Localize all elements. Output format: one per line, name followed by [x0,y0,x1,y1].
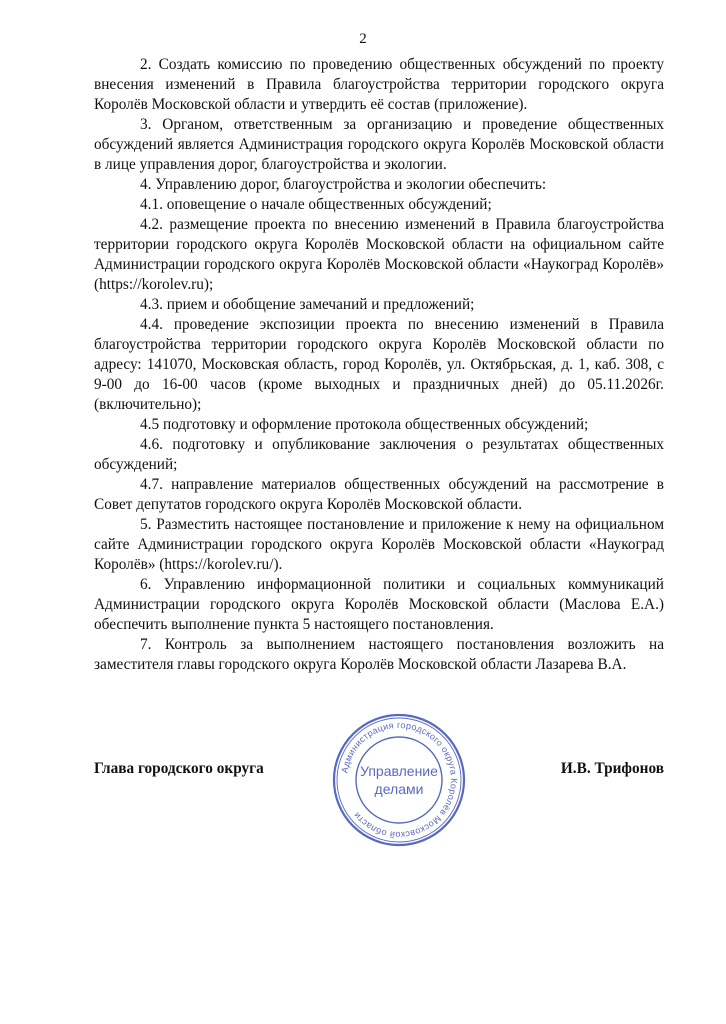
signatory-name: И.В. Трифонов [560,760,664,777]
official-stamp [331,712,467,848]
paragraph-7: 7. Контроль за выполнением настоящего постановления возложить на заместителя главы городского округа Королёв Московской области Лазарева В.А. [94,636,664,673]
paragraph-3: 3. Органом, ответственным за организацию и проведение общественных обсуждений является Администрация городского округа Королёв Московской области в лице управления дорог, благоустройства и экологии. [94,116,664,173]
paragraph-5: 5. Разместить настоящее постановление и приложение к нему на официальном сайте Администрации городского округа Королёв Московской области «Наукоград Королёв» (https://korolev.ru/). [94,516,664,573]
paragraph-4-6: 4.6. подготовку и опубликование заключения о результатах общественных обсуждений; [94,436,664,473]
paragraph-4-4: 4.4. проведение экспозиции проекта по внесению изменений в Правила благоустройства территории городского округа Королёв Московской области по адресу: 141070, Московская область, город Королёв, ул. Октябрьская, д. 1, каб. 308, с 9-00 до 16-00 часов (кроме выходных и праздничных дней) до 05.11.2026г. (включительно); [94,316,664,413]
paragraph-4-1: 4.1. оповещение о начале общественных обсуждений; [140,196,492,213]
svg-text:Управление: Управление [360,763,438,779]
paragraph-4-7: 4.7. направление материалов общественных обсуждений на рассмотрение в Совет депутатов городского округа Королёв Московской области. [94,476,664,513]
paragraph-2: 2. Создать комиссию по проведению общественных обсуждений по проекту внесения изменений в Правила благоустройства территории городского округа Королёв Московской области и утвердить её состав (приложение). [94,56,664,113]
paragraph-4-3: 4.3. прием и обобщение замечаний и предложений; [140,296,475,313]
document-body [94,55,664,675]
svg-text:Администрация городского округ: Администрация городского округа Королёв Московской области [339,719,460,841]
paragraph-4-5: 4.5 подготовку и оформление протокола общественных обсуждений; [140,416,589,433]
paragraph-4: 4. Управлению дорог, благоустройства и экологии обеспечить: [140,176,547,193]
signatory-title: Глава городского округа [94,760,264,777]
paragraph-4-2: 4.2. размещение проекта по внесению изменений в Правила благоустройства территории городского округа Королёв Московской области на официальном сайте Администрации городского округа Королёв Московской области «Наукоград Королёв» (https://korolev.ru); [94,216,664,293]
page-number: 2 [359,31,367,47]
svg-text:делами: делами [374,781,424,797]
paragraph-6: 6. Управлению информационной политики и социальных коммуникаций Администрации городского округа Королёв Московской области (Маслова Е.А.) обеспечить выполнение пункта 5 настоящего постановления. [94,576,664,633]
